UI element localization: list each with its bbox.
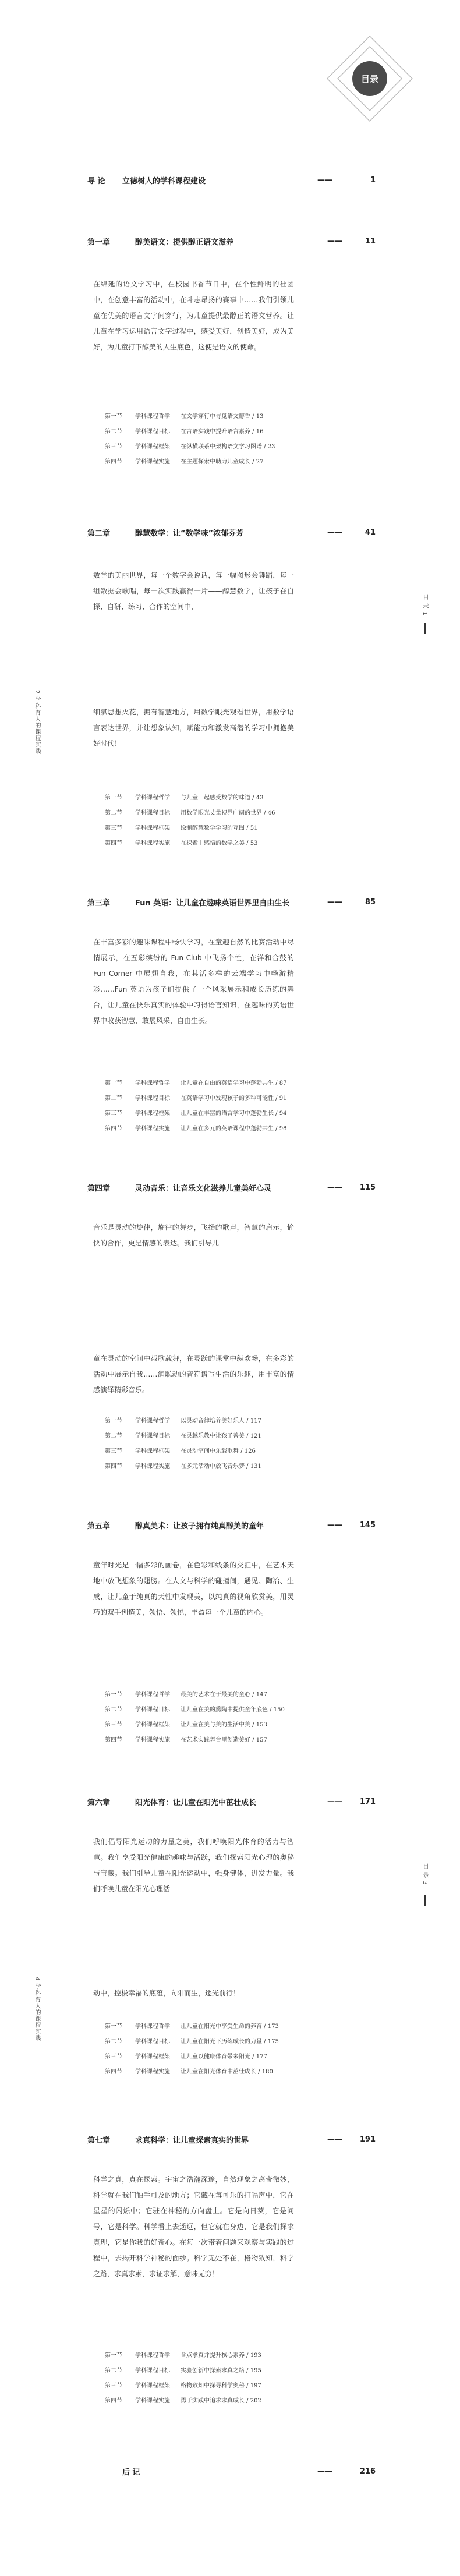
chapter-label: 第七章 <box>87 2136 111 2145</box>
running-page-number: 1 <box>422 611 428 616</box>
section-title: 含点求真并提升核心素养 / 193 <box>181 2352 261 2359</box>
section-number: 第二节 <box>105 2038 122 2045</box>
afterword-page: 216 <box>359 2467 376 2476</box>
chapter-5-heading[interactable] <box>87 1520 376 1531</box>
chapter-1-sections <box>105 408 361 468</box>
intro-prefix: 导 论 <box>87 177 105 186</box>
section-kind: 学科课程实施 <box>135 1463 170 1470</box>
section-item[interactable] <box>105 834 361 850</box>
book-running-title: 学科育人的课程实践 <box>34 1983 40 2041</box>
section-title: 以灵动音律培养美好乐人 / 117 <box>181 1417 261 1424</box>
intro-title: 立德树人的学科课程建设 <box>122 177 206 186</box>
section-title: 在文学穿行中寻觅语文醇香 / 13 <box>181 413 264 420</box>
section-number: 第一节 <box>105 2023 122 2030</box>
section-kind: 学科课程框架 <box>135 443 170 450</box>
section-item[interactable] <box>105 1120 361 1135</box>
section-kind: 学科课程实施 <box>135 2068 170 2075</box>
section-number: 第二节 <box>105 809 122 816</box>
section-item[interactable] <box>105 438 361 453</box>
section-item[interactable] <box>105 1701 361 1716</box>
section-number: 第三节 <box>105 1721 122 1728</box>
section-title: 让儿童在美与美的生活中美 / 153 <box>181 1721 267 1728</box>
divider-bar <box>424 1895 426 1906</box>
chapter-label: 第一章 <box>87 238 111 247</box>
dash: —— <box>327 1797 342 1806</box>
section-number: 第三节 <box>105 2053 122 2060</box>
section-number: 第三节 <box>105 1448 122 1455</box>
chapter-label: 第三章 <box>87 899 111 908</box>
section-item[interactable] <box>105 2063 361 2078</box>
chapter-title: 求真科学：让儿童探索真实的世界 <box>135 2136 249 2145</box>
section-kind: 学科课程框架 <box>135 1721 170 1728</box>
section-number: 第一节 <box>105 1691 122 1698</box>
divider-bar <box>424 623 426 634</box>
dash: —— <box>317 2467 332 2476</box>
section-kind: 学科课程框架 <box>135 2382 170 2389</box>
chapter-6-paragraph-cont: 动中，控极幸福的底蕴，向阳而生，逐光前行！ <box>93 1989 240 1997</box>
section-title: 让儿童在阳光中享受生命的养育 / 173 <box>181 2023 279 2030</box>
running-page-number: 2 <box>34 690 40 695</box>
section-number: 第一节 <box>105 2352 122 2359</box>
section-number: 第三节 <box>105 1110 122 1117</box>
section-title: 在探索中感悟的数学之美 / 53 <box>181 840 258 847</box>
section-kind: 学科课程实施 <box>135 1125 170 1132</box>
section-title: 与儿童一起感受数学的味道 / 43 <box>181 794 264 801</box>
chapter-page: 171 <box>359 1797 376 1806</box>
chapter-page: 85 <box>365 898 376 907</box>
book-running-title: 学科育人的课程实践 <box>34 696 40 755</box>
chapter-7-sections <box>105 2347 361 2407</box>
section-kind: 学科课程目标 <box>135 2367 170 2374</box>
running-header-book <box>33 1977 41 2041</box>
chapter-label: 第二章 <box>87 529 111 538</box>
section-item[interactable] <box>105 1457 361 1473</box>
chapter-title: 醇美语文：提供醇正语文滋养 <box>135 238 234 247</box>
section-number: 第二节 <box>105 2367 122 2374</box>
section-title: 在言语实践中提升语言素养 / 16 <box>181 428 264 435</box>
section-item[interactable] <box>105 408 361 423</box>
chapter-4-sections <box>105 1412 361 1473</box>
section-item[interactable] <box>105 2392 361 2407</box>
section-title: 用数学眼光丈量视界广阔的世界 / 46 <box>181 809 275 816</box>
chapter-3-sections <box>105 1074 361 1135</box>
section-number: 第二节 <box>105 428 122 435</box>
section-number: 第四节 <box>105 1125 122 1132</box>
chapter-7-paragraph: 科学之真，真在探索。宇宙之浩瀚深邃，自然现象之离奇微妙，科学就在我们触手可及的地方；它藏在每可乐的打嗝声中，它在星星的闪烁中；它驻在神秘的方向盘上。它是向日葵，它是问号，它是科学。科学看上去遥远，但它就在身边，它是我们探求真理，它是你我的好奇心。在每一次带着问题来观察与实践的过程中，去揭开科学神秘的面纱。科学无处不在，格物致知，科学之路，求真求索，求证求解，意味无穷！ <box>93 2175 294 2278</box>
chapter-page: 191 <box>359 2135 376 2144</box>
running-page-number: 3 <box>422 1881 428 1885</box>
chapter-page: 145 <box>359 1521 376 1530</box>
chapter-2-paragraph-cont: 细腻思想火花，拥有智慧地方，用数学眼光观看世界，用数学语言表达世界，并让想象认知，赋能力和激发高潜的学习中拥抱美好时代！ <box>93 708 294 748</box>
section-kind: 学科课程框架 <box>135 2053 170 2060</box>
section-item[interactable] <box>105 1731 361 1746</box>
chapter-7-heading[interactable] <box>87 2134 376 2145</box>
chapter-page: 41 <box>365 528 376 537</box>
section-kind: 学科课程目标 <box>135 2038 170 2045</box>
running-header-book <box>33 690 41 755</box>
section-title: 让儿童在阳光下历练成长的力量 / 175 <box>181 2038 279 2045</box>
section-title: 在多元活动中放飞音乐梦 / 131 <box>181 1463 261 1470</box>
chapter-1-paragraph: 在绵延的语文学习中，在校园书香节日中，在个性鲜明的社团中，在创意丰富的活动中，在斗志昂扬的赛事中……我们引领儿童在优美的语言文字间穿行，为儿童提供最醇正的语文营养。让儿童在学习运用语言文字过程中，感受美好，创造美好，成为美好，为儿童打下醇美的人生底色，这便是语文的使命。 <box>93 280 294 351</box>
section-item[interactable] <box>105 2048 361 2063</box>
chapter-label: 第六章 <box>87 1799 111 1807</box>
chapter-title: 醇真美术：让孩子拥有纯真醇美的童年 <box>135 1522 264 1531</box>
section-kind: 学科课程哲学 <box>135 1417 170 1424</box>
section-item[interactable] <box>105 2377 361 2392</box>
section-kind: 学科课程目标 <box>135 809 170 816</box>
section-item[interactable] <box>105 453 361 468</box>
dash: —— <box>327 898 342 907</box>
section-kind: 学科课程哲学 <box>135 1080 170 1087</box>
dash: —— <box>327 1183 342 1192</box>
section-title: 在主题探索中助力儿童成长 / 27 <box>181 458 264 465</box>
toc-logo <box>326 35 413 122</box>
chapter-4-paragraph-cont: 童在灵动的空间中载歌载舞，在灵跃的课堂中纵欢畅，在多彩的活动中展示自我……润聪动的音符谱写生活的乐趣，用丰富的情感演绎精彩音乐。 <box>93 1354 294 1394</box>
section-number: 第一节 <box>105 413 122 420</box>
chapter-label: 第五章 <box>87 1522 111 1531</box>
section-item[interactable] <box>105 2018 361 2033</box>
section-title: 让儿童在阳光体育中茁壮成长 / 180 <box>181 2068 273 2075</box>
chapter-label: 第四章 <box>87 1184 111 1193</box>
section-item[interactable] <box>105 1716 361 1731</box>
section-number: 第二节 <box>105 1706 122 1713</box>
section-title: 最美的艺术在于最美的童心 / 147 <box>181 1691 267 1698</box>
section-title: 让儿童以健康体育带来阳光 / 177 <box>181 2053 267 2060</box>
chapter-3-paragraph: 在丰富多彩的趣味课程中畅快学习，在童趣自然的比赛活动中尽情展示，在五彩缤纷的 Fun Club 中飞扬个性，在洋和合鼓的 Fun Corner 中展翅自我，在其活多样的云端学习中畅游精彩……Fun 英语为孩子们提供了一个风采展示和成长历练的舞台，让儿童在快乐真实的体验中习得语言知识，在趣味的英语世界中收获智慧，敢展风采，自由生长。 <box>93 938 294 1025</box>
section-kind: 学科课程目标 <box>135 428 170 435</box>
section-title: 格物致知中探寻科学奥秘 / 197 <box>181 2382 261 2389</box>
section-number: 第四节 <box>105 2397 122 2404</box>
section-item[interactable] <box>105 789 361 804</box>
section-number: 第四节 <box>105 458 122 465</box>
section-number: 第一节 <box>105 794 122 801</box>
section-number: 第二节 <box>105 1432 122 1439</box>
section-item[interactable] <box>105 819 361 834</box>
section-kind: 学科课程实施 <box>135 458 170 465</box>
section-number: 第四节 <box>105 1463 122 1470</box>
section-number: 第一节 <box>105 1080 122 1087</box>
dash: —— <box>327 1521 342 1530</box>
section-item[interactable] <box>105 1074 361 1089</box>
toc-running-label: 目 录 <box>422 1863 428 1879</box>
chapter-2-heading[interactable] <box>87 527 376 538</box>
running-header-toc <box>420 1863 429 1885</box>
section-number: 第四节 <box>105 2068 122 2075</box>
section-kind: 学科课程目标 <box>135 1095 170 1102</box>
section-kind: 学科课程框架 <box>135 1448 170 1455</box>
section-title: 在艺术实践舞台里创造美好 / 157 <box>181 1736 267 1743</box>
chapter-title: 灵动音乐：让音乐文化滋养儿童美好心灵 <box>135 1184 272 1193</box>
section-kind: 学科课程哲学 <box>135 794 170 801</box>
section-number: 第三节 <box>105 825 122 831</box>
chapter-2-paragraph: 数学的美丽世界，每一个数字会说话，每一幅图形会舞蹈，每一组数据会歌唱，每一次实践赢得一片——醇慧数学，让孩子在自探、自研、练习、合作的空间中， <box>93 571 294 611</box>
section-item[interactable] <box>105 2362 361 2377</box>
toc-afterword[interactable] <box>87 2466 376 2477</box>
chapter-4-paragraph: 音乐是灵动的旋律，旋律的舞步，飞扬的歌声，智慧的启示，愉快的合作，更是情感的表达。我们引导儿 <box>93 1223 294 1247</box>
section-title: 让儿童在自由的英语学习中蓬勃共生 / 87 <box>181 1080 287 1087</box>
section-title: 在英语学习中发现孩子的多种可能性 / 91 <box>181 1095 287 1102</box>
section-title: 在灵动空间中乐载歌舞 / 126 <box>181 1448 256 1455</box>
running-header-toc <box>420 594 429 616</box>
section-item[interactable] <box>105 1686 361 1701</box>
chapter-4-heading[interactable] <box>87 1182 376 1193</box>
section-title: 在纵横联系中架构语文学习图谱 / 23 <box>181 443 275 450</box>
intro-page: 1 <box>370 176 376 185</box>
section-item[interactable] <box>105 1105 361 1120</box>
section-number: 第四节 <box>105 840 122 847</box>
section-title: 让儿童在多元的英语课程中蓬勃共生 / 98 <box>181 1125 287 1132</box>
chapter-5-sections <box>105 1686 361 1746</box>
chapter-3-heading[interactable] <box>87 897 376 908</box>
dash: —— <box>327 2135 342 2144</box>
section-kind: 学科课程实施 <box>135 1736 170 1743</box>
dash: —— <box>317 176 332 185</box>
section-kind: 学科课程目标 <box>135 1432 170 1439</box>
section-title: 绘制醇慧数学学习的互图 / 51 <box>181 825 258 831</box>
chapter-page: 115 <box>359 1183 376 1192</box>
section-kind: 学科课程目标 <box>135 1706 170 1713</box>
section-title: 勇于实践中追求求真成长 / 202 <box>181 2397 261 2404</box>
section-number: 第三节 <box>105 2382 122 2389</box>
section-number: 第一节 <box>105 1417 122 1424</box>
section-item[interactable] <box>105 423 361 438</box>
section-title: 在灵越乐教中让孩子善美 / 121 <box>181 1432 261 1439</box>
chapter-title: 阳光体育：让儿童在阳光中茁壮成长 <box>135 1799 257 1807</box>
section-number: 第四节 <box>105 1736 122 1743</box>
section-kind: 学科课程框架 <box>135 825 170 831</box>
chapter-2-sections <box>105 789 361 850</box>
toc-intro[interactable] <box>87 175 376 186</box>
dash: —— <box>327 528 342 537</box>
section-kind: 学科课程哲学 <box>135 413 170 420</box>
running-page-number: 4 <box>34 1977 40 1981</box>
section-item[interactable] <box>105 1089 361 1105</box>
chapter-6-sections <box>105 2018 361 2078</box>
section-kind: 学科课程框架 <box>135 1110 170 1117</box>
section-item[interactable] <box>105 804 361 819</box>
section-item[interactable] <box>105 2347 361 2362</box>
section-kind: 学科课程实施 <box>135 840 170 847</box>
section-title: 让儿童在美的熏陶中提供童年底色 / 150 <box>181 1706 285 1713</box>
section-kind: 学科课程哲学 <box>135 1691 170 1698</box>
toc-badge-label: 目录 <box>360 74 379 84</box>
section-number: 第三节 <box>105 443 122 450</box>
section-item[interactable] <box>105 1442 361 1457</box>
section-kind: 学科课程哲学 <box>135 2023 170 2030</box>
chapter-title: Fun 英语：让儿童在趣味英语世界里自由生长 <box>135 899 290 908</box>
section-kind: 学科课程实施 <box>135 2397 170 2404</box>
section-title: 实验创新中探索求真之路 / 195 <box>181 2367 261 2374</box>
section-item[interactable] <box>105 1412 361 1427</box>
chapter-6-paragraph: 我们倡导阳光运动的力量之美，我们呼唤阳光体育的活力与智慧。我们享受阳光健康的趣味与活跃，我们探索阳光心理的奥秘与宝藏。我们引导儿童在阳光运动中，强身健体，进发力量。我们呼唤儿童在阳光心理活 <box>93 1838 294 1893</box>
chapter-5-paragraph: 童年时光是一幅多彩的画卷，在色彩和线条的交汇中，在艺术天地中放飞想象的翅膀。在人文与科学的碰撞间，遇见、陶冶、生成，让儿童于纯真的天性中发现美，以纯真的视角欣赏美，用灵巧的双手创造美，领悟、领悦，丰盈每一个儿童的内心。 <box>93 1561 294 1616</box>
dash: —— <box>327 237 342 246</box>
chapter-1-heading[interactable] <box>87 236 376 247</box>
section-number: 第二节 <box>105 1095 122 1102</box>
chapter-6-heading[interactable] <box>87 1796 376 1807</box>
section-title: 让儿童在丰富的语言学习中蓬勃生长 / 94 <box>181 1110 287 1117</box>
afterword-title: 后 记 <box>122 2468 140 2477</box>
chapter-page: 11 <box>365 237 376 246</box>
toc-running-label: 目 录 <box>422 594 428 610</box>
section-kind: 学科课程哲学 <box>135 2352 170 2359</box>
chapter-title: 醇慧数学：让“数学味”浓郁芬芳 <box>135 529 244 538</box>
section-item[interactable] <box>105 1427 361 1442</box>
section-item[interactable] <box>105 2033 361 2048</box>
